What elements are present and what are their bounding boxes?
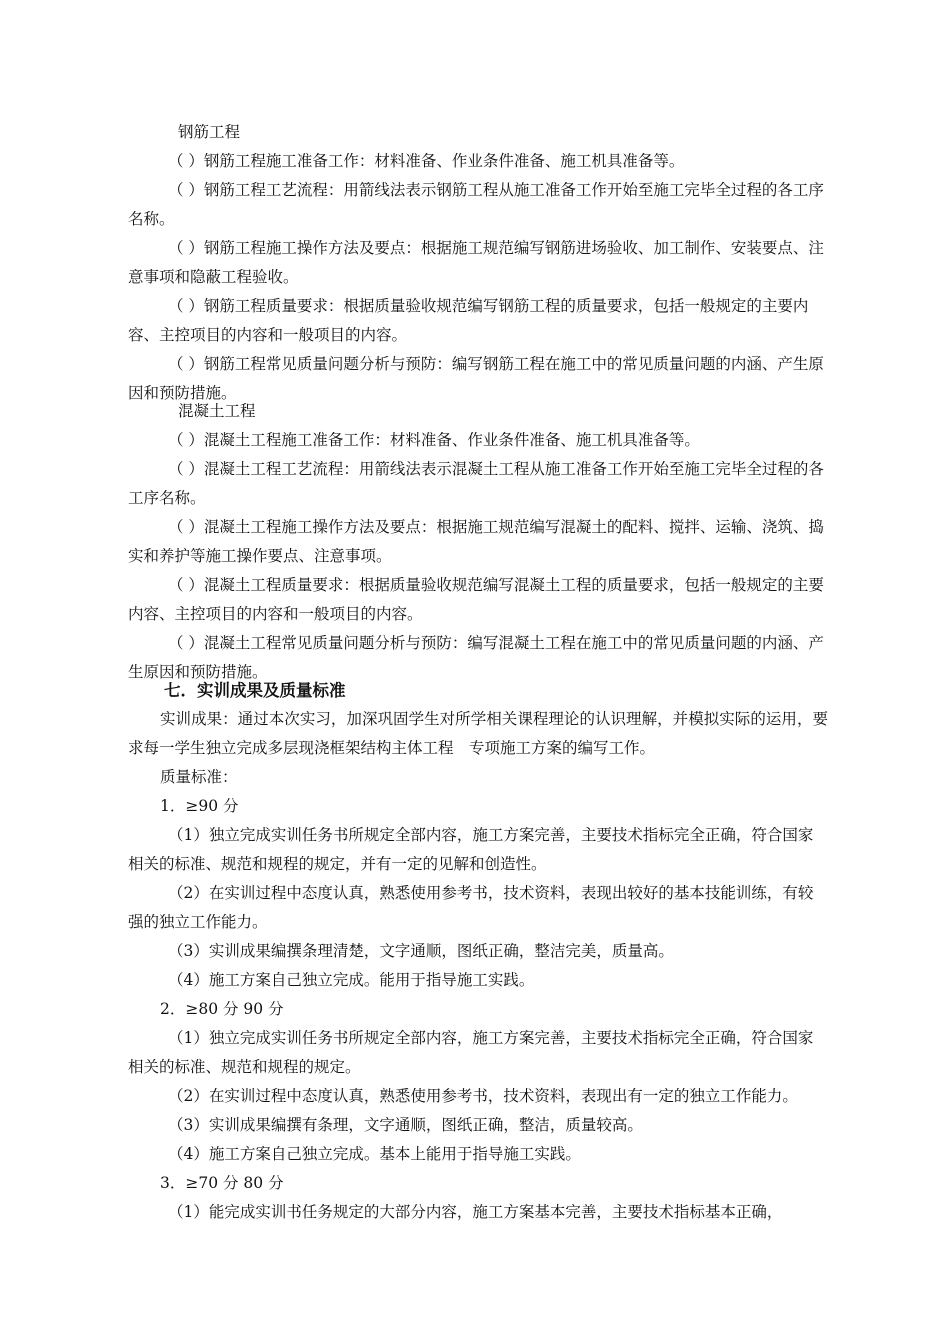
concrete-item-5: （ ）混凝土工程常见质量问题分析与预防：编写混凝土工程在施工中的常见质量问题的内涵、产生原因和预防措施。 [128,634,824,681]
grade-1-item-2: （2）在实训过程中态度认真，熟悉使用参考书，技术资料，表现出较好的基本技能训练，有较强的独立工作能力。 [128,884,814,931]
rebar-title: 钢筋工程 [178,123,241,141]
concrete-item-3: （ ）混凝土工程施工操作方法及要点：根据施工规范编写混凝土的配料、搅拌、运输、浇筑、捣实和养护等施工操作要点、注意事项。 [128,518,824,565]
rebar-item-2: （ ）钢筋工程工艺流程：用箭线法表示钢筋工程从施工准备工作开始至施工完毕全过程的各工序名称。 [128,181,824,228]
grade-1-title: 1．≥90 分 [160,797,239,815]
concrete-title: 混凝土工程 [178,402,256,420]
grade-2-item-3: （3）实训成果编撰有条理，文字通顺，图纸正确，整洁，质量较高。 [168,1116,643,1134]
grade-2-item-2: （2）在实训过程中态度认真，熟悉使用参考书，技术资料，表现出有一定的独立工作能力。 [168,1087,798,1105]
concrete-section [128,397,828,687]
grade-1-item-4: （4）施工方案自己独立完成。能用于指导施工实践。 [168,971,535,989]
grade-2-item-1: （1）独立完成实训任务书所规定全部内容，施工方案完善，主要技术指标完全正确，符合国家相关的标准、规范和规程的规定。 [128,1029,814,1076]
rebar-item-4: （ ）钢筋工程质量要求：根据质量验收规范编写钢筋工程的质量要求，包括一般规定的主要内容、主控项目的内容和一般项目的内容。 [128,297,809,344]
rebar-item-5: （ ）钢筋工程常见质量问题分析与预防：编写钢筋工程在施工中的常见质量问题的内涵、产生原因和预防措施。 [128,355,824,402]
concrete-item-2: （ ）混凝土工程工艺流程：用箭线法表示混凝土工程从施工准备工作开始至施工完毕全过程的各工序名称。 [128,460,824,507]
concrete-item-4: （ ）混凝土工程质量要求：根据质量验收规范编写混凝土工程的质量要求，包括一般规定的主要内容、主控项目的内容和一般项目的内容。 [128,576,824,623]
training-result: 实训成果：通过本次实习，加深巩固学生对所学相关课程理论的认识理解，并模拟实际的运用，要求每一学生独立完成多层现浇框架结构主体工程 专项施工方案的编写工作。 [128,710,828,757]
grade-3-item-1: （1）能完成实训书任务规定的大部分内容，施工方案基本完善，主要技术指标基本正确， [168,1203,783,1221]
section-7 [128,676,828,1227]
grade-2-title: 2．≥80 分 90 分 [160,1000,284,1018]
concrete-item-1: （ ）混凝土工程施工准备工作：材料准备、作业条件准备、施工机具准备等。 [168,431,700,449]
grade-1-item-1: （1）独立完成实训任务书所规定全部内容，施工方案完善，主要技术指标完全正确，符合国家相关的标准、规范和规程的规定，并有一定的见解和创造性。 [128,826,814,873]
rebar-section [128,118,828,408]
rebar-item-1: （ ）钢筋工程施工准备工作：材料准备、作业条件准备、施工机具准备等。 [168,152,685,170]
section-7-heading: 七．实训成果及质量标准 [164,681,346,700]
grade-2-item-4: （4）施工方案自己独立完成。基本上能用于指导施工实践。 [168,1145,581,1163]
grade-3-title: 3．≥70 分 80 分 [160,1174,284,1192]
rebar-item-3: （ ）钢筋工程施工操作方法及要点：根据施工规范编写钢筋进场验收、加工制作、安装要点、注意事项和隐蔽工程验收。 [128,239,824,286]
grade-1-item-3: （3）实训成果编撰条理清楚，文字通顺，图纸正确，整洁完美，质量高。 [168,942,674,960]
quality-standard-label: 质量标准： [160,768,238,786]
